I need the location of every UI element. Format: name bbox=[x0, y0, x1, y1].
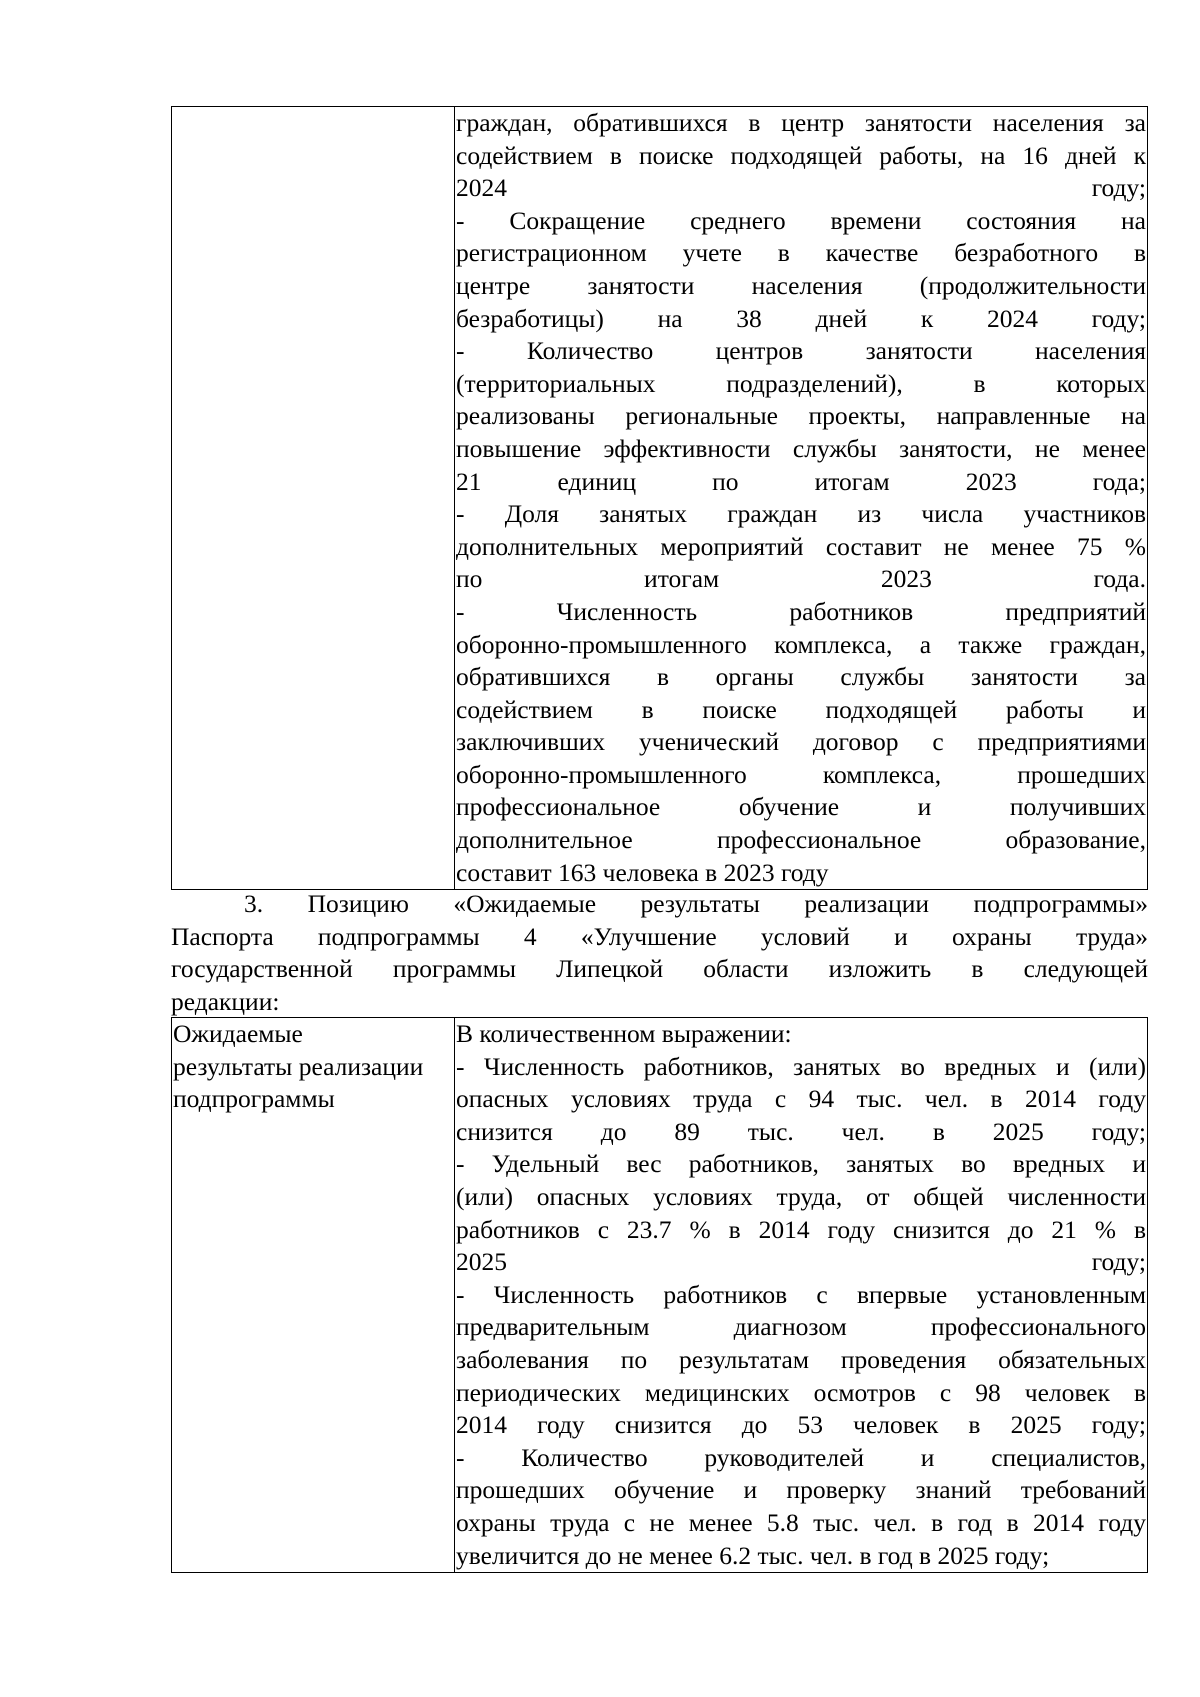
table1-text-line: (территориальных подразделений), в которых bbox=[456, 368, 1146, 398]
table2-text-line: заболевания по результатам проведения обязательных bbox=[456, 1344, 1146, 1374]
table1-text-line: обратившихся в органы службы занятости за bbox=[456, 662, 1146, 692]
table-labor-protection-results bbox=[171, 1017, 1148, 1573]
table-row bbox=[172, 107, 1148, 890]
table2-text-line: - Численность работников, занятых во вредных и (или) bbox=[456, 1051, 1146, 1081]
table-left-cell bbox=[172, 1018, 455, 1573]
table1-text-line: безработицы) на 38 дней к 2024 году; bbox=[456, 303, 1146, 333]
table1-text-line: 21 единиц по итогам 2023 года; bbox=[456, 466, 1146, 496]
table2-text-line: В количественном выражении: bbox=[456, 1019, 792, 1048]
table2-text-line: 2014 году снизится до 53 человек в 2025 году; bbox=[456, 1410, 1146, 1440]
table-row bbox=[172, 1018, 1148, 1573]
table1-text-line: граждан, обратившихся в центр занятости населения за bbox=[456, 108, 1146, 137]
instruction-paragraph bbox=[171, 888, 1148, 1018]
table2-text-line: работников с 23.7 % в 2014 году снизится до 21 % в bbox=[456, 1214, 1146, 1244]
paragraph-text-line: Паспорта подпрограммы 4 «Улучшение условий и охраны труда» bbox=[171, 921, 1148, 951]
table1-text-line: - Доля занятых граждан из числа участников bbox=[456, 499, 1146, 529]
table1-text-line: содействием в поиске подходящей работы, на 16 дней к bbox=[456, 140, 1146, 170]
table-employment-results bbox=[171, 106, 1148, 890]
table1-text-line: профессиональное обучение и получивших bbox=[456, 792, 1146, 822]
table1-text-line: реализованы региональные проекты, направленные на bbox=[456, 401, 1146, 431]
table2-label-line: подпрограммы bbox=[173, 1084, 335, 1114]
table2-text-line: периодических медицинских осмотров с 98 человек в bbox=[456, 1377, 1146, 1407]
table2-text-line: прошедших обучение и проверку знаний требований bbox=[456, 1475, 1146, 1505]
table1-text-line: содействием в поиске подходящей работы и bbox=[456, 694, 1146, 724]
table1-text-line: по итогам 2023 года. bbox=[456, 564, 1146, 594]
table2-text-line: опасных условиях труда с 94 тыс. чел. в 2014 году bbox=[456, 1084, 1146, 1114]
table2-text-line: охраны труда с не менее 5.8 тыс. чел. в год в 2014 году bbox=[456, 1507, 1146, 1537]
table1-text-line: составит 163 человека в 2023 году bbox=[456, 857, 829, 887]
table1-text-line: повышение эффективности службы занятости, не менее bbox=[456, 433, 1146, 463]
paragraph-text-line: редакции: bbox=[171, 986, 280, 1016]
table1-text-line: дополнительное профессиональное образование, bbox=[456, 825, 1146, 855]
table2-text-line: предварительным диагнозом профессионального bbox=[456, 1312, 1146, 1342]
table2-text-line: - Численность работников с впервые установленным bbox=[456, 1279, 1146, 1309]
table1-text-line: дополнительных мероприятий составит не менее 75 % bbox=[456, 531, 1146, 561]
table1-text-line: - Численность работников предприятий bbox=[456, 596, 1146, 626]
table2-text-line: 2025 году; bbox=[456, 1247, 1146, 1277]
table2-text-line: (или) опасных условиях труда, от общей численности bbox=[456, 1181, 1146, 1211]
table2-label-line: результаты реализации bbox=[173, 1051, 424, 1081]
table1-text-line: центре занятости населения (продолжительности bbox=[456, 270, 1146, 300]
table2-text-line: снизится до 89 тыс. чел. в 2025 году; bbox=[456, 1116, 1146, 1146]
table-right-cell bbox=[455, 1018, 1148, 1573]
table2-text-line: - Количество руководителей и специалистов, bbox=[456, 1442, 1146, 1472]
table1-text-line: оборонно-промышленного комплекса, а также граждан, bbox=[456, 629, 1146, 659]
table2-text-line: - Удельный вес работников, занятых во вредных и bbox=[456, 1149, 1146, 1179]
paragraph-text-line: 3. Позицию «Ожидаемые результаты реализации подпрограммы» bbox=[244, 889, 1148, 918]
table2-text-line: увеличится до не менее 6.2 тыс. чел. в год в 2025 году; bbox=[456, 1540, 1050, 1570]
table1-text-line: регистрационном учете в качестве безработного в bbox=[456, 238, 1146, 268]
table1-text-line: - Сокращение среднего времени состояния на bbox=[456, 205, 1146, 235]
table1-text-line: заключивших ученический договор с предприятиями bbox=[456, 727, 1146, 757]
table-right-cell bbox=[455, 107, 1148, 890]
table2-label-line: Ожидаемые bbox=[173, 1019, 303, 1048]
table1-text-line: 2024 году; bbox=[456, 173, 1146, 203]
table1-text-line: оборонно-промышленного комплекса, прошедших bbox=[456, 759, 1146, 789]
paragraph-text-line: государственной программы Липецкой области изложить в следующей bbox=[171, 954, 1148, 984]
table-left-cell bbox=[172, 107, 455, 890]
table1-text-line: - Количество центров занятости населения bbox=[456, 336, 1146, 366]
